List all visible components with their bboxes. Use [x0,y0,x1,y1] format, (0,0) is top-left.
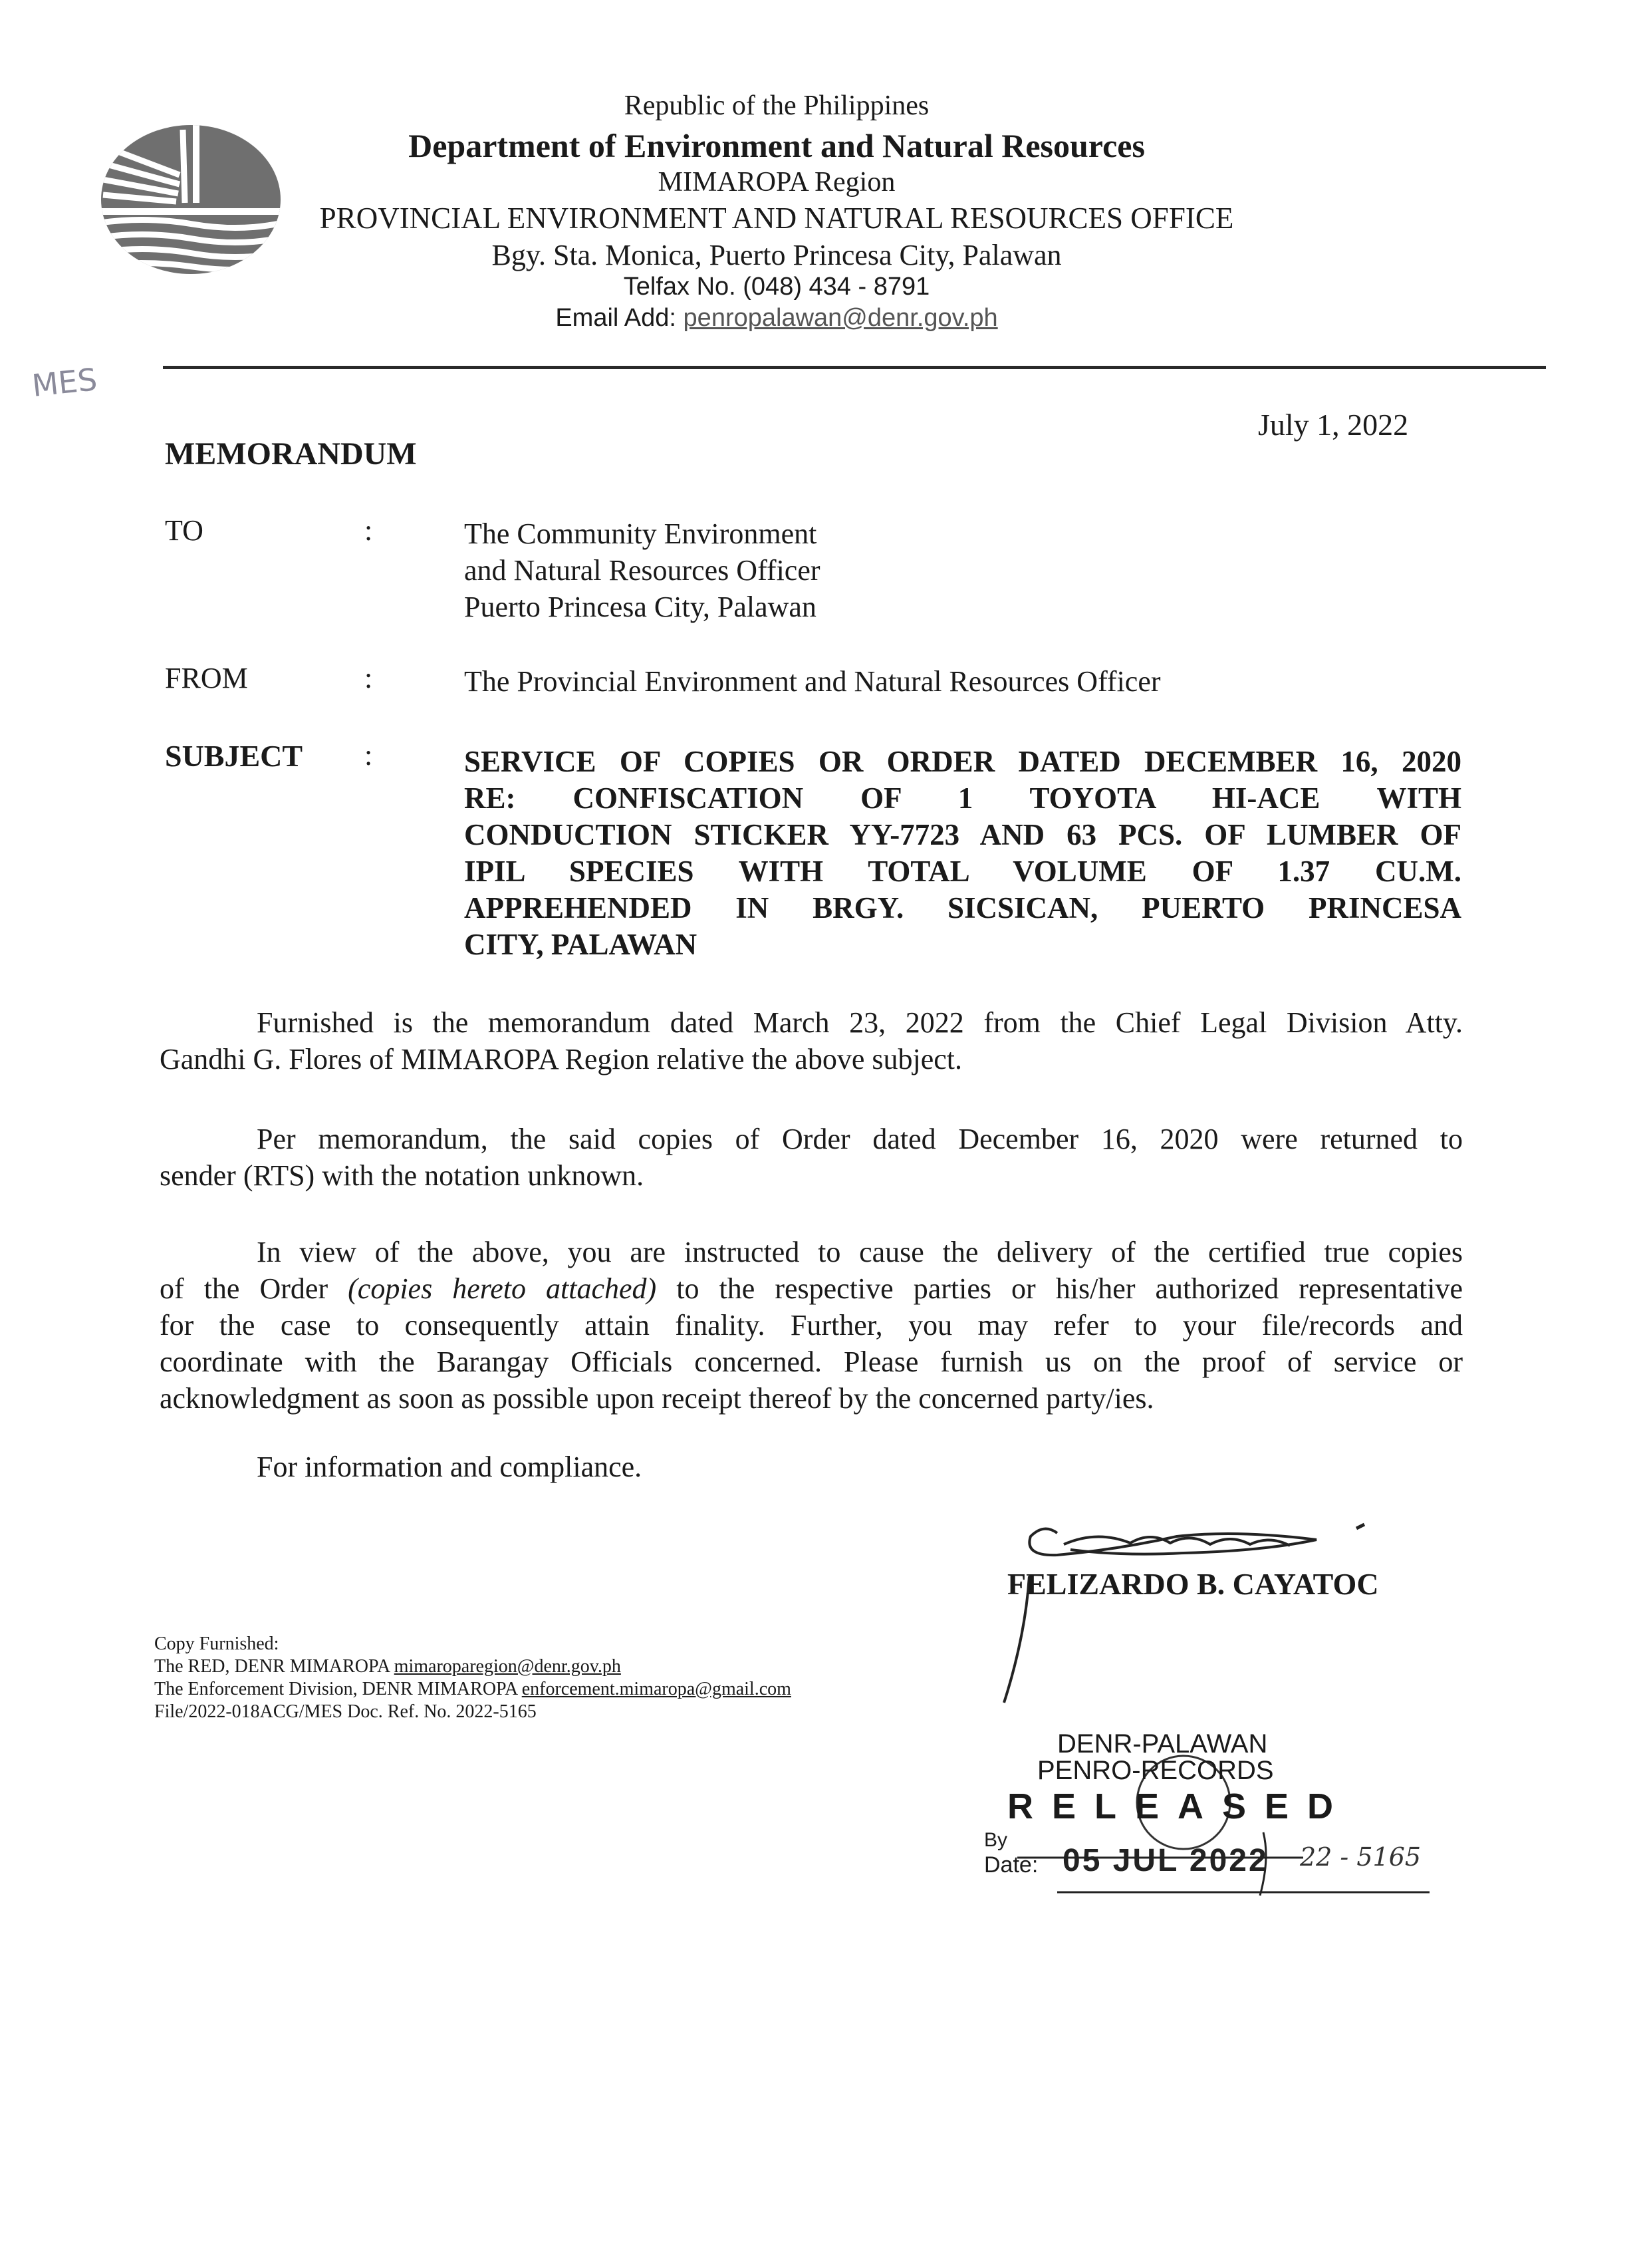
signatory-name: FELIZARDO B. CAYATOC [1007,1567,1379,1601]
paragraph-line: In view of the above, you are instructed to cause the delivery of the certified true copies [257,1236,1463,1268]
paragraph-line: Furnished is the memorandum dated March 23, 2022 from the Chief Legal Division Atty. [257,1006,1463,1039]
subject-text [464,744,1461,963]
subject-line: IPIL SPECIES WITH TOTAL VOLUME OF 1.37 CU.M. [464,855,1461,888]
signature-scribble [984,1503,1449,1723]
memo-date: July 1, 2022 [1258,408,1409,442]
cf-text: The RED, DENR MIMAROPA [154,1656,394,1677]
to-line: and Natural Resources Officer [464,554,820,587]
paragraph-line [160,1270,1463,1307]
subject-colon: : [364,739,373,772]
cf-text: The Enforcement Division, DENR MIMAROPA [154,1679,522,1699]
republic-line: Republic of the Philippines [624,90,930,121]
subject-line: APPREHENDED IN BRGY. SICSICAN, PUERTO PRINCESA [464,891,1461,924]
copy-furnished-line: File/2022-018ACG/MES Doc. Ref. No. 2022-5165 [154,1701,537,1722]
from-label: FROM [165,662,248,694]
to-line: Puerto Princesa City, Palawan [464,591,816,623]
text-run: to the respective parties or his/her authorized representative [656,1272,1463,1305]
stamp-date-label: Date: [984,1852,1039,1878]
subject-line: CITY, PALAWAN [464,928,697,961]
stamp-by-label: By [984,1829,1008,1851]
paragraph-line: Gandhi G. Flores of MIMAROPA Region relative the above subject. [160,1043,962,1075]
cf-email-link[interactable]: enforcement.mimaropa@gmail.com [521,1679,791,1699]
paragraph-line: for the case to consequently attain finality. Further, you may refer to your file/records and [160,1309,1463,1342]
to-colon: : [364,514,373,547]
text-run: of the Order [160,1272,348,1305]
subject-line: CONDUCTION STICKER YY-7723 AND 63 PCS. OF LUMBER OF [464,818,1461,851]
paragraph-line: acknowledgment as soon as possible upon receipt thereof by the concerned party/ies. [160,1382,1154,1415]
stamp-line-1: DENR-PALAWAN [1057,1729,1268,1759]
margin-handwritten-note: MES [30,361,99,404]
header-divider [163,366,1546,369]
copy-furnished-line [154,1655,621,1678]
memo-title: MEMORANDUM [165,436,417,472]
closing-line: For information and compliance. [257,1451,642,1483]
email-line [0,304,1593,333]
region-name: MIMAROPA Region [658,167,896,198]
paragraph-1 [160,1004,1463,1077]
subject-label: SUBJECT [165,739,303,773]
telfax: Telfax No. (048) 434 - 8791 [623,273,930,301]
stamp-line-2: PENRO-RECORDS [1037,1756,1274,1785]
office-name: PROVINCIAL ENVIRONMENT AND NATURAL RESOURCES OFFICE [319,202,1234,235]
email-link[interactable]: penropalawan@denr.gov.ph [683,304,998,332]
to-line: The Community Environment [464,517,817,550]
cf-email-link[interactable]: mimaroparegion@denr.gov.ph [394,1656,621,1677]
from-colon: : [364,662,373,694]
department-name: Department of Environment and Natural Resources [408,127,1145,164]
email-label: Email Add: [555,304,676,332]
subject-line: RE: CONFISCATION OF 1 TOYOTA HI-ACE WITH [464,781,1461,815]
paragraph-line: Per memorandum, the said copies of Order dated December 16, 2020 were returned to [257,1123,1463,1155]
subject-line: SERVICE OF COPIES OR ORDER DATED DECEMBER 16, 2020 [464,745,1461,778]
stamp-date-value: 05 JUL 2022 [1063,1843,1269,1878]
copy-furnished-line [154,1678,791,1701]
copy-furnished-title: Copy Furnished: [154,1633,279,1654]
office-address: Bgy. Sta. Monica, Puerto Princesa City, Palawan [491,239,1062,271]
to-value [464,515,820,625]
from-value: The Provincial Environment and Natural Resources Officer [464,665,1161,698]
paragraph-line: sender (RTS) with the notation unknown. [160,1159,644,1192]
paragraph-2 [160,1121,1463,1194]
to-label: TO [165,514,203,547]
paragraph-3 [160,1234,1463,1417]
emphasis-text: (copies hereto attached) [348,1272,657,1305]
paragraph-line: coordinate with the Barangay Officials concerned. Please furnish us on the proof of service or [160,1346,1463,1378]
stamp-reference-number: 22 - 5165 [1300,1842,1422,1872]
stamp-released: RELEASED [1007,1786,1352,1826]
